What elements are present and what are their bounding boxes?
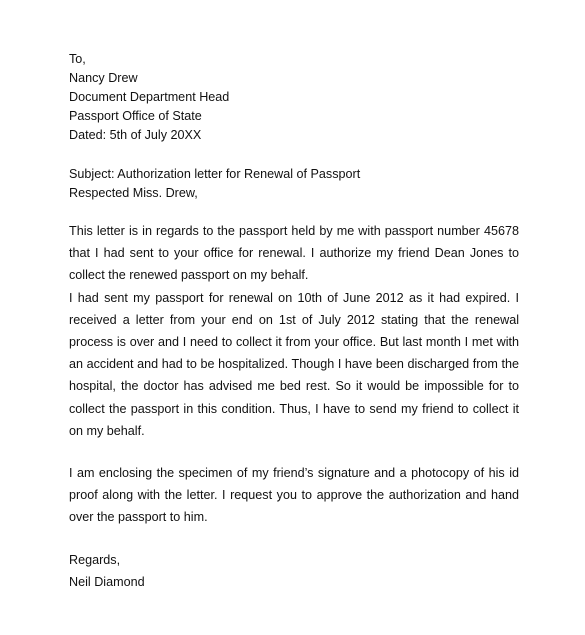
signer-name: Neil Diamond (69, 574, 145, 589)
recipient-organization: Passport Office of State (69, 109, 202, 123)
recipient-block (69, 50, 519, 145)
letter-content (69, 50, 519, 593)
closing-regards: Regards, (69, 552, 121, 567)
body-paragraph-3: I am enclosing the specimen of my friend’s signature and a photocopy of his id proof along with the letter. I request you to approve the authorization and hand over the passport to him. (69, 466, 519, 525)
body-paragraph-2: I had sent my passport for renewal on 10th of June 2012 as it had expired. I received a letter from your end on 1st of July 2012 stating that the renewal process is over and I need to collect it from your office. But last month I met with an accident and had to be hospitalized. Though I have been discharged from the hospital, the doctor has advised me bed rest. So it would be impossible for to collect the passport in this condition. Thus, I have to send my friend to collect it on my behalf. (69, 290, 519, 438)
closing-block (69, 549, 519, 593)
recipient-name: Nancy Drew (69, 71, 138, 85)
letter-date: Dated: 5th of July 20XX (69, 128, 202, 142)
recipient-title: Document Department Head (69, 90, 230, 104)
letter-body (69, 220, 519, 529)
body-paragraph-1: This letter is in regards to the passport held by me with passport number 45678 that I had sent to your office for renewal. I authorize my friend Dean Jones to collect the renewed passport on my behalf. (69, 224, 519, 283)
subject-line: Subject: Authorization letter for Renewal of Passport (69, 167, 361, 181)
subject-block (69, 165, 519, 203)
recipient-salutation: To, (69, 52, 86, 66)
greeting: Respected Miss. Drew, (69, 186, 198, 200)
